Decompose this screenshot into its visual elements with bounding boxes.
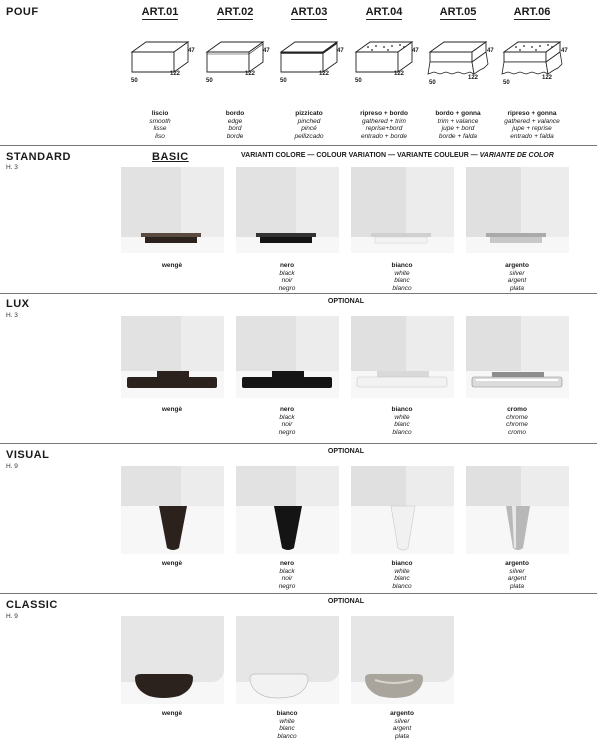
art-caption-1: liscio smooth lisse liso — [149, 110, 171, 140]
standard-caption-wenge: wengè — [161, 262, 183, 269]
dim-depth-5: 50 — [429, 80, 436, 86]
dim-height-2: 47 — [263, 48, 270, 54]
lux-caption-chrome: cromo chrome chrome cromo — [506, 406, 528, 436]
color-variants-label: VARIANTI COLORE — COLOUR VARIATION — VARIANTE COULEUR — VARIANTE DE COLOR — [241, 152, 554, 159]
foot-visual-dark-icon — [121, 466, 224, 554]
standard-caption-black: nero black noir negro — [278, 262, 296, 292]
art-caption-2: bordo edge bord borde — [225, 110, 245, 140]
pouf-drawing-2 — [203, 38, 273, 83]
art-caption-4: ripreso + bordo gathered + trim reprise+bord entrado + borde — [360, 110, 408, 140]
foot-standard-silver-icon — [466, 167, 569, 253]
standard-thumb-black — [236, 167, 339, 253]
lux-thumb-chrome — [466, 316, 569, 398]
dim-height-1: 47 — [188, 48, 195, 54]
classic-thumb-white — [236, 616, 339, 704]
visual-thumb-wenge — [121, 466, 224, 554]
dim-length-6: 122 — [542, 75, 553, 81]
dim-height-3: 47 — [337, 48, 344, 54]
separator-2 — [0, 293, 597, 294]
standard-thumb-white — [351, 167, 454, 253]
foot-standard-dark-icon — [121, 167, 224, 253]
foot-classic-dark-icon — [121, 616, 224, 704]
foot-classic-white-icon — [236, 616, 339, 704]
dim-depth-4: 50 — [355, 78, 362, 84]
separator-3 — [0, 443, 597, 444]
art-caption-3: pizzicato pinched pincé pellizcado — [294, 110, 324, 140]
standard-thumb-silver — [466, 167, 569, 253]
visual-thumb-silver — [466, 466, 569, 554]
lux-thumb-black — [236, 316, 339, 398]
pouf-drawing-6 — [500, 38, 570, 83]
standard-title: STANDARD — [6, 151, 71, 163]
visual-thumb-black — [236, 466, 339, 554]
classic-caption-wenge: wengè — [161, 710, 183, 717]
dim-length-1: 122 — [170, 71, 181, 77]
art-code-2: ART.02 — [216, 6, 254, 18]
art-code-6: ART.06 — [513, 6, 551, 18]
classic-height: H. 9 — [6, 613, 18, 620]
lux-height: H. 3 — [6, 312, 18, 319]
pouf-drawing-5 — [426, 38, 496, 83]
foot-visual-silver-icon — [466, 466, 569, 554]
visual-height: H. 9 — [6, 463, 18, 470]
art-code-3: ART.03 — [290, 6, 328, 18]
dim-length-2: 122 — [245, 71, 256, 77]
foot-standard-white-icon — [351, 167, 454, 253]
dim-depth-3: 50 — [280, 78, 287, 84]
foot-standard-black-icon — [236, 167, 339, 253]
classic-caption-white: bianco white blanc blanco — [276, 710, 298, 740]
visual-caption-wenge: wengè — [161, 560, 183, 567]
foot-classic-silver-icon — [351, 616, 454, 704]
dim-height-5: 47 — [487, 48, 494, 54]
pouf-drawing-4 — [352, 38, 422, 83]
visual-caption-white: bianco white blanc blanco — [391, 560, 413, 590]
standard-caption-silver: argento silver argent plata — [505, 262, 529, 292]
visual-thumb-white — [351, 466, 454, 554]
dim-depth-1: 50 — [131, 78, 138, 84]
lux-title: LUX — [6, 298, 30, 310]
art-caption-6: ripreso + gonna gathered + valance jupe + reprise entrado + falda — [504, 110, 560, 140]
foot-visual-black-icon — [236, 466, 339, 554]
art-code-1: ART.01 — [141, 6, 179, 18]
lux-thumb-white — [351, 316, 454, 398]
dim-length-4: 122 — [394, 71, 405, 77]
art-caption-5: bordo + gonna trim + valance jupe + bord borde + falda — [435, 110, 481, 140]
pouf-drawing-3 — [277, 38, 347, 83]
art-code-4: ART.04 — [365, 6, 403, 18]
separator-4 — [0, 593, 597, 594]
foot-visual-white-icon — [351, 466, 454, 554]
classic-thumb-silver — [351, 616, 454, 704]
foot-lux-black-icon — [236, 316, 339, 398]
visual-caption-black: nero black noir negro — [278, 560, 296, 590]
visual-caption-silver: argento silver argent plata — [505, 560, 529, 590]
standard-height: H. 3 — [6, 164, 18, 171]
art-code-5: ART.05 — [439, 6, 477, 18]
classic-thumb-wenge — [121, 616, 224, 704]
classic-caption-silver: argento silver argent plata — [390, 710, 414, 740]
basic-label: BASIC — [152, 151, 189, 163]
dim-height-4: 47 — [412, 48, 419, 54]
classic-optional-label: OPTIONAL — [327, 598, 365, 605]
dim-depth-2: 50 — [206, 78, 213, 84]
dim-depth-6: 50 — [503, 80, 510, 86]
dim-length-3: 122 — [319, 71, 330, 77]
foot-lux-chrome-icon — [466, 316, 569, 398]
visual-optional-label: OPTIONAL — [327, 448, 365, 455]
lux-caption-wenge: wengè — [161, 406, 183, 413]
standard-caption-white: bianco white blanc blanco — [391, 262, 413, 292]
lux-caption-white: bianco white blanc blanco — [391, 406, 413, 436]
dim-length-5: 122 — [468, 75, 479, 81]
standard-thumb-wenge — [121, 167, 224, 253]
foot-lux-white-icon — [351, 316, 454, 398]
lux-thumb-wenge — [121, 316, 224, 398]
lux-optional-label: OPTIONAL — [327, 298, 365, 305]
pouf-drawing-1 — [128, 38, 198, 83]
dim-height-6: 47 — [561, 48, 568, 54]
pouf-title: POUF — [6, 6, 39, 18]
classic-title: CLASSIC — [6, 599, 58, 611]
separator-1 — [0, 145, 597, 146]
foot-lux-dark-icon — [121, 316, 224, 398]
lux-caption-black: nero black noir negro — [278, 406, 296, 436]
visual-title: VISUAL — [6, 449, 50, 461]
